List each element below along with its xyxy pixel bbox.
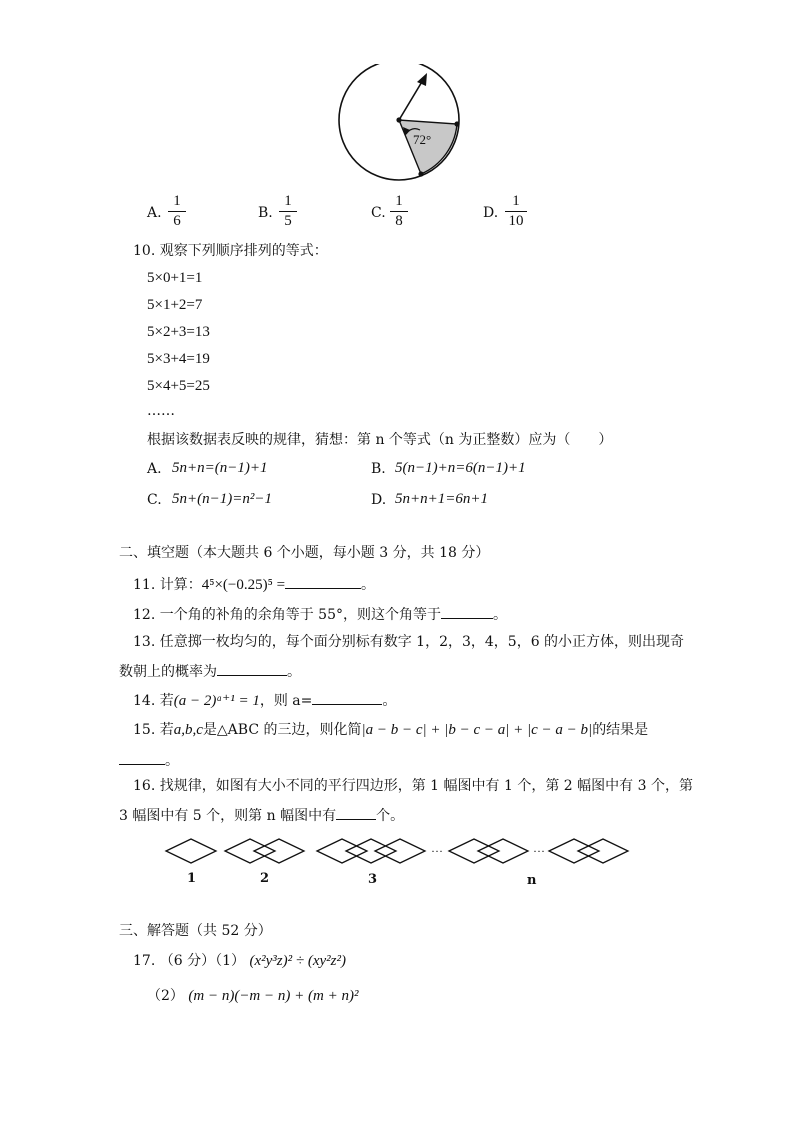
q17-part2 (147, 987, 358, 1005)
fign-rhombus-1 (449, 839, 499, 863)
fig-dots-2: ··· (533, 844, 545, 858)
q14-mid: ，则 a= (259, 693, 313, 709)
q13-suffix: 。 (287, 664, 301, 680)
q10-equation-3: 5×2+3=13 (147, 324, 210, 340)
q15-expr: |a − b − c| + |b − c − a| + |c − a − b| (361, 722, 593, 738)
q10-ellipsis: …… (147, 403, 175, 419)
q10-option-a-letter: A. (147, 461, 162, 477)
q12-answer-blank[interactable] (441, 604, 493, 619)
q11-suffix: 。 (361, 577, 376, 593)
pointer-arrowhead (417, 73, 427, 86)
q15-end: 的结果是 (592, 722, 649, 738)
fig2-rhombus-2 (254, 839, 304, 863)
q9-option-c-letter: C. (371, 205, 386, 221)
q15-prefix: 15. 若 (133, 722, 174, 738)
q13-answer-blank[interactable] (217, 661, 287, 676)
q12-text: 12. 一个角的补角的余角等于 55°，则这个角等于 (133, 607, 441, 623)
q15-vars: a,b,c (173, 722, 203, 738)
q9-option-a-fraction: 1 6 (166, 193, 188, 230)
q15-suffix: 。 (165, 753, 179, 769)
fig-label-n: n (527, 873, 537, 888)
q16-line1: 16. 找规律，如图有大小不同的平行四边形，第 1 幅图中有 1 个，第 2 幅图中有 3 个，第 (133, 778, 693, 794)
q16-line2 (119, 805, 404, 825)
q17-part1-label: （1） (215, 953, 245, 969)
q10-option-a-text: 5n+n=(n−1)+1 (172, 460, 268, 476)
q13-line1: 13. 任意掷一枚均匀的，每个面分别标有数字 1，2，3，4，5，6 的小正方体，则出现奇 (133, 634, 685, 650)
q17-part1-expr: (x²y³z)² ÷ (xy²z²) (249, 953, 346, 969)
q16-answer-blank[interactable] (336, 805, 376, 820)
q15-mid: 是△ABC 的三边，则化简 (202, 722, 362, 738)
q9-option-b-letter: B. (258, 205, 273, 221)
fig2-rhombus-1 (225, 839, 275, 863)
q10-stem: 10. 观察下列顺序排列的等式： (133, 243, 328, 259)
q11-expr: 4⁵×(−0.25)⁵ = (201, 577, 286, 593)
q11-answer-blank[interactable] (285, 574, 361, 589)
q10-equation-5: 5×4+5=25 (147, 378, 210, 394)
fig1-rhombus (166, 839, 216, 863)
q15 (133, 721, 648, 739)
q9-option-d-letter: D. (483, 205, 499, 221)
q13-line2 (119, 661, 301, 681)
q17-label: 17. （6 分） (133, 953, 216, 969)
q16-suffix: 个。 (376, 808, 405, 824)
q17-part1 (133, 952, 346, 970)
section3-title: 三、解答题（共 52 分） (119, 923, 272, 939)
q14 (133, 690, 396, 710)
q14-prefix: 14. 若 (133, 693, 174, 709)
spinner-pointer (399, 80, 423, 120)
q10-option-c-text: 5n+(n−1)=n²−1 (172, 491, 272, 507)
q10-option-d-letter: D. (371, 492, 387, 508)
q12 (133, 604, 507, 624)
q10-equation-2: 5×1+2=7 (147, 297, 203, 313)
q10-question: 根据该数据表反映的规律，猜想：第 n 个等式（n 为正整数）应为（ ） (147, 432, 613, 448)
q14-answer-blank[interactable] (312, 690, 382, 705)
q15-answer-line (119, 750, 179, 770)
q10-option-b-text: 5(n−1)+n=6(n−1)+1 (395, 460, 526, 476)
fign-rhombus-2 (478, 839, 528, 863)
q10-option-c-letter: C. (147, 492, 162, 508)
q13-line2-text: 数朝上的概率为 (119, 664, 217, 680)
q14-suffix: 。 (382, 693, 397, 709)
spinner-figure (330, 64, 470, 184)
fign-rhombus-4 (578, 839, 628, 863)
q9-option-c-fraction: 1 8 (388, 193, 410, 230)
q10-equation-1: 5×0+1=1 (147, 270, 203, 286)
q11 (133, 574, 375, 594)
fig3-rhombus-3 (375, 839, 425, 863)
fig-label-2: 2 (260, 871, 270, 886)
parallelogram-figure (160, 836, 640, 870)
fig-label-1: 1 (187, 871, 197, 886)
fig-dots-1: ··· (431, 844, 443, 858)
q11-prefix: 11. 计算： (133, 577, 202, 593)
q9-option-b-fraction: 1 5 (277, 193, 299, 230)
q12-suffix: 。 (492, 607, 507, 623)
q10-option-b-letter: B. (371, 461, 386, 477)
q16-line2-text: 3 幅图中有 5 个，则第 n 幅图中有 (119, 808, 337, 824)
angle-label: 72° (413, 132, 432, 147)
shaded-sector (399, 120, 457, 174)
fign-rhombus-3 (549, 839, 599, 863)
q17-part2-label: （2） (147, 988, 184, 1004)
section2-title: 二、填空题（本大题共 6 个小题，每小题 3 分，共 18 分） (119, 545, 490, 561)
q9-option-a-letter: A. (147, 205, 162, 221)
fig3-rhombus-1 (317, 839, 367, 863)
q10-option-d-text: 5n+n+1=6n+1 (395, 491, 488, 507)
q17-part2-expr: (m − n)(−m − n) + (m + n)² (188, 988, 359, 1004)
fig3-rhombus-2 (346, 839, 396, 863)
q9-option-d-fraction: 1 10 (503, 193, 529, 230)
q15-answer-blank[interactable] (119, 750, 165, 765)
q14-expr: (a − 2)ᵃ⁺¹ = 1 (173, 693, 260, 709)
q10-equation-4: 5×3+4=19 (147, 351, 210, 367)
fig-label-3: 3 (368, 872, 378, 887)
